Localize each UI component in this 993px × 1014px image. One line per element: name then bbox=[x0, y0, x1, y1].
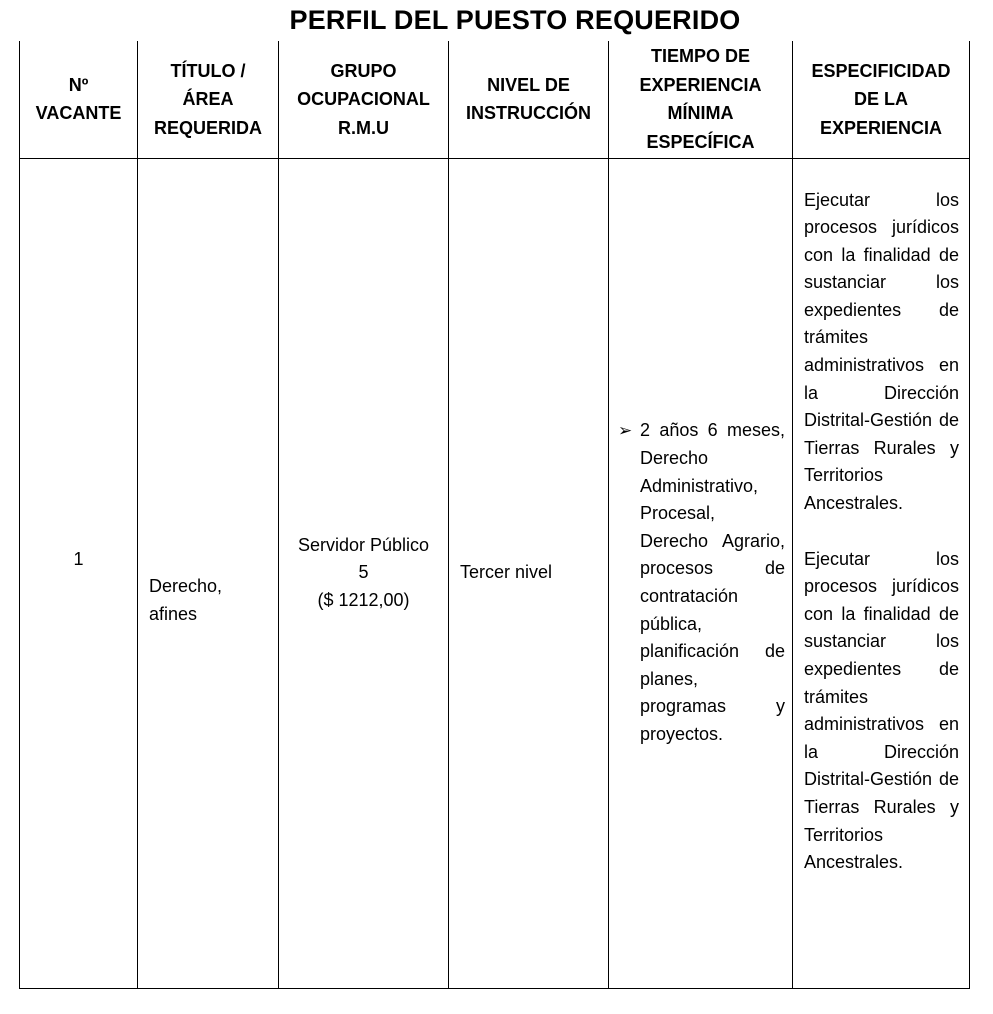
cell-grupo-line: 5 bbox=[358, 562, 369, 583]
cell-grupo-line: Servidor Público bbox=[297, 534, 430, 555]
header-grupo-line: R.M.U bbox=[338, 117, 389, 138]
paragraph-gap bbox=[804, 518, 958, 546]
cell-especificidad bbox=[793, 158, 970, 988]
especificidad-paragraph: Ejecutar los procesos jurídicos con la finalidad de sustanciar los expedientes de trámites administrativos en la Dirección Distrital-Gestión de Tierras Rurales y Territorios Ancestrales. bbox=[804, 548, 959, 873]
especificidad-paragraph: Ejecutar los procesos jurídicos con la finalidad de sustanciar los expedientes de trámites administrativos en la Dirección Distrital-Gestión de Tierras Rurales y Territorios Ancestrales. bbox=[804, 189, 959, 514]
cell-nivel: Tercer nivel bbox=[449, 158, 609, 988]
cell-grupo bbox=[279, 158, 449, 988]
page-title: PERFIL DEL PUESTO REQUERIDO bbox=[289, 5, 741, 35]
header-grupo-line: OCUPACIONAL bbox=[297, 89, 430, 109]
header-vacante-line: Nº bbox=[68, 74, 89, 95]
cell-titulo-text: Derecho, afines bbox=[149, 576, 223, 624]
header-especificidad-line: ESPECIFICIDAD bbox=[811, 60, 951, 81]
header-tiempo bbox=[609, 41, 793, 158]
header-titulo-line: TÍTULO / bbox=[170, 60, 246, 81]
header-nivel-line: NIVEL DE bbox=[487, 74, 570, 95]
cell-titulo bbox=[138, 158, 279, 988]
cell-grupo-line: ($ 1212,00) bbox=[317, 589, 410, 610]
header-especificidad-line: EXPERIENCIA bbox=[819, 117, 943, 138]
header-nivel bbox=[449, 41, 609, 158]
header-vacante-line: VACANTE bbox=[35, 103, 122, 124]
experience-list-item bbox=[618, 417, 785, 748]
cell-vacante: 1 bbox=[20, 158, 138, 988]
experience-text: 2 años 6 meses, Derecho Administrativo, Procesal, Derecho Agrario, procesos de contratación pública, planificación de planes, programas y proyectos. bbox=[640, 420, 785, 744]
table-header-row bbox=[20, 41, 970, 158]
header-nivel-line: INSTRUCCIÓN bbox=[466, 103, 591, 124]
header-especificidad-line: DE LA bbox=[854, 89, 908, 109]
header-vacante bbox=[20, 41, 138, 158]
header-tiempo-line: MÍNIMA bbox=[667, 103, 734, 124]
table-row bbox=[20, 158, 970, 988]
header-tiempo-line: ESPECÍFICA bbox=[646, 131, 755, 152]
header-tiempo-line: TIEMPO DE bbox=[650, 46, 750, 67]
cell-tiempo bbox=[609, 158, 793, 988]
header-titulo-line: REQUERIDA bbox=[153, 117, 262, 138]
header-titulo-line: ÁREA bbox=[182, 89, 234, 109]
header-especificidad bbox=[793, 41, 970, 158]
job-profile-table bbox=[19, 41, 970, 989]
header-tiempo-line: EXPERIENCIA bbox=[639, 74, 762, 95]
header-grupo bbox=[279, 41, 449, 158]
header-grupo-line: GRUPO bbox=[330, 60, 397, 81]
bullet-arrow-icon: ➢ bbox=[618, 421, 633, 441]
header-titulo bbox=[138, 41, 279, 158]
